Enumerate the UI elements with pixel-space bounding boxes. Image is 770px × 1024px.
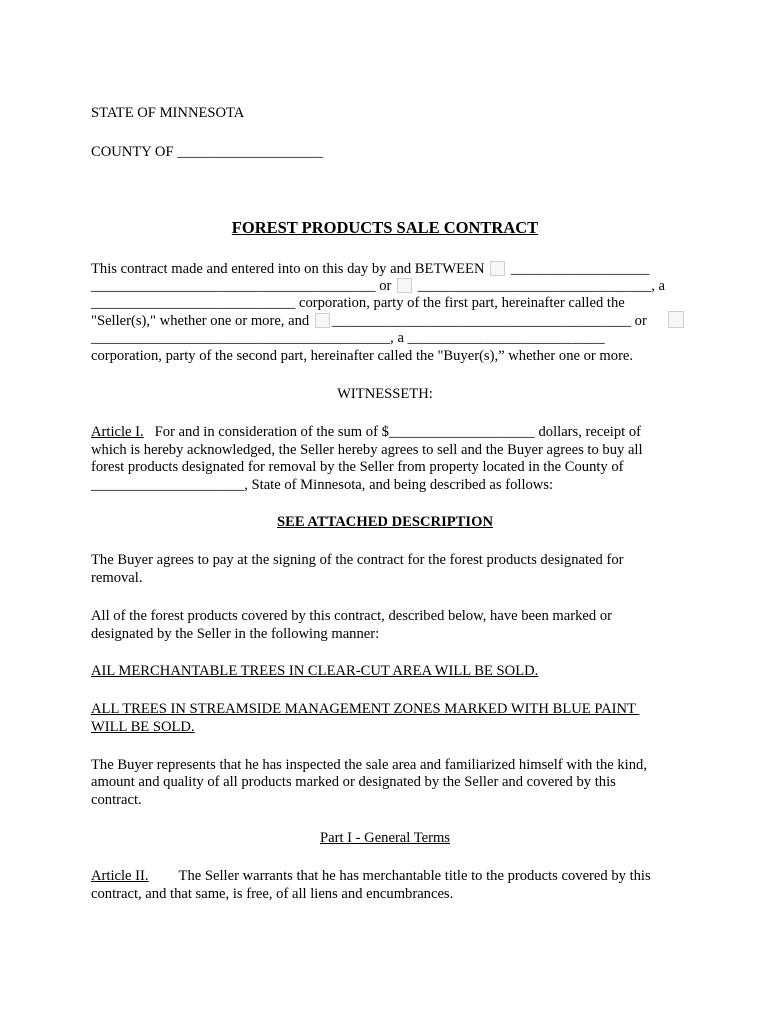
clear-cut-clause: AIL MERCHANTABLE TREES IN CLEAR-CUT AREA WILL BE SOLD. [91, 663, 539, 679]
parties-line-3: ____________________________ corporation, party of the first part, hereinafter called the [91, 295, 625, 311]
parties-line-5: _________________________________________, a ___________________________ [91, 330, 605, 346]
article-1-line-3: forest products designated for removal by the Seller from property located in the County of [91, 459, 624, 475]
buyer-or-checkbox[interactable] [668, 311, 684, 328]
parties-line-4 [91, 312, 647, 330]
seller-or-checkbox[interactable] [397, 278, 412, 293]
buyer-represents-line-2: amount and quality of all products marked or designated by the Seller and covered by this [91, 774, 616, 790]
buyer-pays-line-2: removal. [91, 570, 143, 586]
seller-name-blank: ___________________ [510, 261, 650, 277]
article-2-line-2: contract, and that same, is free, of all liens and encumbrances. [91, 886, 454, 902]
buyer-represents-line-1: The Buyer represents that he has inspected the sale area and familiarized himself with the kind, [91, 757, 647, 773]
parties-text: This contract made and entered into on this day by and BETWEEN [91, 261, 485, 277]
document-title: FOREST PRODUCTS SALE CONTRACT [231, 218, 539, 237]
article-1-line-1 [91, 423, 641, 441]
parties-text: "Seller(s)," whether one or more, and [91, 313, 310, 329]
state-heading: STATE OF MINNESOTA [91, 105, 245, 121]
article-1-line-2: which is hereby acknowledged, the Seller hereby agrees to sell and the Buyer agrees to buy all [91, 442, 643, 458]
parties-line-2 [91, 277, 665, 295]
article-2-label: Article II. [91, 868, 149, 884]
streamside-clause-line-2: WILL BE SOLD. [91, 719, 195, 735]
buyer-pays-line-1: The Buyer agrees to pay at the signing of the contract for the forest products designated for [91, 552, 624, 568]
county-heading: COUNTY OF ____________________ [91, 144, 324, 160]
seller-type-blank: ________________________________, a [417, 278, 665, 294]
article-2-line-1 [91, 867, 651, 885]
buyer-represents-line-3: contract. [91, 792, 142, 808]
parties-line-1 [91, 260, 649, 278]
buyer-name-checkbox[interactable] [315, 313, 330, 328]
parties-text: _______________________________________ or [91, 278, 392, 294]
part-1-heading: Part I - General Terms [319, 830, 450, 846]
article-1-text: For and in consideration of the sum of $____________________ dollars, receipt of [143, 424, 642, 440]
article-1-label: Article I. [91, 424, 144, 440]
buyer-name-blank: _________________________________________ or [331, 313, 647, 329]
article-1-line-4: _____________________, State of Minnesota, and being described as follows: [91, 477, 554, 493]
witnesseth-heading: WITNESSETH: [337, 386, 433, 402]
article-2-text: The Seller warrants that he has merchantable title to the products covered by this [178, 868, 651, 884]
see-attached-heading: SEE ATTACHED DESCRIPTION [277, 514, 493, 530]
parties-line-6: corporation, party of the second part, hereinafter called the "Buyer(s),” whether one or more. [91, 348, 634, 364]
covered-line-1: All of the forest products covered by this contract, described below, have been marked or [91, 608, 612, 624]
covered-line-2: designated by the Seller in the following manner: [91, 626, 380, 642]
seller-name-checkbox[interactable] [490, 261, 505, 276]
streamside-clause-line-1: ALL TREES IN STREAMSIDE MANAGEMENT ZONES MARKED WITH BLUE PAINT [91, 701, 640, 717]
